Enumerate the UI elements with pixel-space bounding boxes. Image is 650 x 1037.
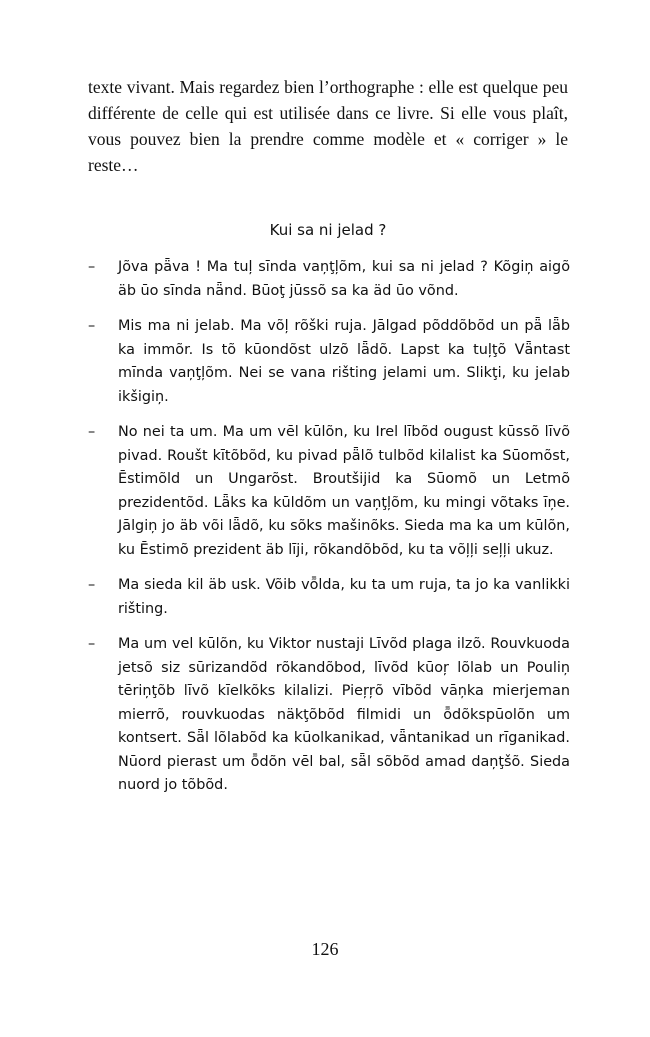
dialogue-text: No nei ta um. Ma um vēl kūlõn, ku Irel lībõd ougust kūssõ līvõ pivad. Roušt kītõbõd, ku pivad pǟlõ tulbõd kilalist ka Sūomõst, Ēstimõld un Ungarõst. Broutšijid ka Sūomõ un Letmõ prezidentõd. Lǟks ka kūldõm un vaņţļõm, ku mingi võtaks īņe. Jālgiņ jo äb või lǟdõ, ku sõks mašinõks. Sieda ma ka um kūlõn, ku Ēstimõ prezident äb līji, rõkandõbõd, ku ta võļļi seļļi ukuz. — [118, 424, 570, 558]
dialogue-dash: – — [88, 577, 96, 593]
dialogue-text: Jõva pǟva ! Ma tuļ sīnda vaņţļõm, kui sa ni jelad ? Kõgiņ aigõ äb ūo sīnda nǟnd. Būoţ jūssõ sa ka äd ūo võnd. — [118, 259, 570, 299]
section-title: Kui sa ni jelad ? — [269, 221, 387, 239]
dialogue-line — [88, 256, 570, 303]
dialogue-text: Mis ma ni jelab. Ma võļ rõški ruja. Jālgad põddõbõd un pǟ lǟb ka immõr. Is tõ kūondõst ulzõ lǟdõ. Lapst ka tuļţõ Vǟntast mīnda vaņţļõm. Nei se vana rišting jelami um. Slikţi, ku jelab ikšigiņ. — [118, 318, 570, 405]
dialogue-dash: – — [88, 259, 96, 275]
dialogue-line — [88, 421, 570, 562]
dialogue-text: Ma um vel kūlõn, ku Viktor nustaji Līvõd plaga ilzõ. Rouvkuoda jetsõ siz sūrizandõd rõkandõbod, līvõd kūoŗ lõlab un Pouliņ tēriņţõb līvõ kīelkõks kilalizi. Pieŗŗõ vībõd vāņka mierjeman mierrõ, rouvkuodas näkţõbõd filmidi un ȭdõkspūolõn um kontsert. Sǟl lõlabõd ka kūolkanikad, vǟntanikad un rīganikad. Nūord pierast um ȭdõn vēl bal, sǟl sõbõd amad daņţšõ. Sieda nuord jo tõbõd. — [118, 636, 570, 793]
dialogue-dash: – — [88, 318, 96, 334]
dialogue-dash: – — [88, 636, 96, 652]
dialogue-line — [88, 574, 570, 621]
dialogue-text: Ma sieda kil äb usk. Võib vȭlda, ku ta um ruja, ta jo ka vanlikki rišting. — [118, 577, 570, 617]
dialogue-line — [88, 633, 570, 798]
dialogue-dash: – — [88, 424, 96, 440]
dialogue-line — [88, 315, 570, 409]
dialogue-list — [88, 256, 570, 810]
page-number: 126 — [311, 939, 339, 959]
intro-paragraph: texte vivant. Mais regardez bien l’orthographe : elle est quelque peu différente de celle qui est utilisée dans ce livre. Si elle vous plaît, vous pouvez bien la prendre comme modèle et « corriger » le reste… — [88, 77, 568, 175]
